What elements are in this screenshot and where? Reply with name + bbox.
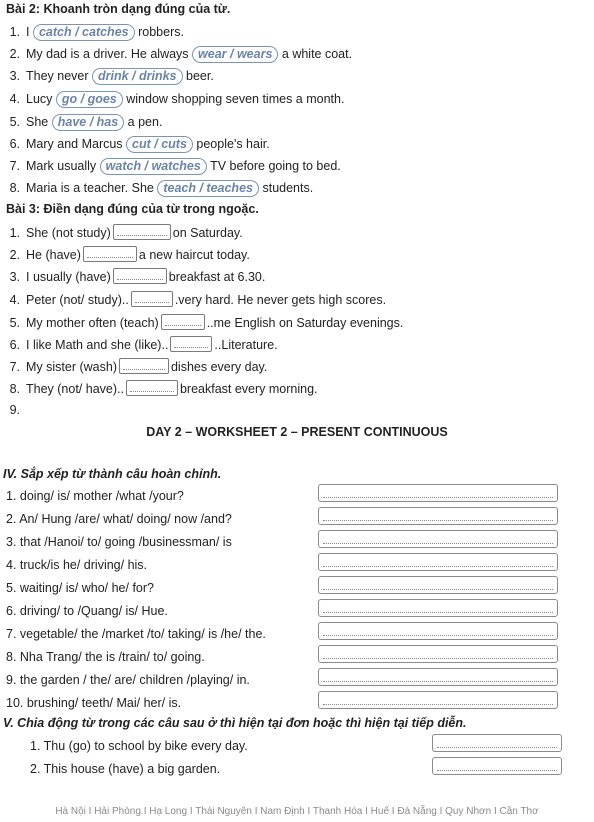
list-item: 1. doing/ is/ mother /what /your? [6,489,184,503]
exercise-4-title: IV. Sắp xếp từ thành câu hoàn chỉnh. [3,467,222,481]
answer-field[interactable] [318,691,558,709]
answer-field[interactable] [318,507,558,525]
circle-choice[interactable]: have / has [52,114,124,131]
list-item: 5. My mother often (teach) ..me English on Saturday evenings. [9,316,404,330]
list-item: 1. I catch / catches robbers. [9,25,184,39]
answer-field[interactable] [318,599,558,617]
answer-field[interactable] [318,576,558,594]
list-item: 4. truck/is he/ driving/ his. [6,558,148,572]
list-item: 10. brushing/ teeth/ Mai/ her/ is. [6,696,182,710]
answer-box[interactable] [83,246,137,262]
answer-box[interactable] [170,336,212,352]
list-item: 2. He (have) a new haircut today. [9,248,250,262]
circle-choice[interactable]: watch / watches [100,158,207,175]
list-item: 8. They (not/ have).. breakfast every morning. [9,382,318,396]
list-item: 7. vegetable/ the /market /to/ taking/ is /he/ the. [6,627,266,641]
worksheet-title: DAY 2 – WORKSHEET 2 – PRESENT CONTINUOUS [146,425,448,439]
list-item: 4. Peter (not/ study).. .very hard. He never gets high scores. [9,293,387,307]
answer-field[interactable] [318,622,558,640]
answer-field[interactable] [432,757,562,775]
list-item: 5. She have / has a pen. [9,115,163,129]
circle-choice[interactable]: cut / cuts [126,136,193,153]
exercise-5-title: V. Chia động từ trong các câu sau ở thì hiện tại đơn hoặc thì hiện tại tiếp diễn. [3,716,467,730]
exercise-3-title: Bài 3: Điền dạng đúng của từ trong ngoặc. [6,202,259,216]
list-item: 1. Thu (go) to school by bike every day. [30,739,248,753]
circle-choice[interactable]: wear / wears [192,46,278,63]
list-item: 9. [9,403,20,417]
list-item: 2. This house (have) a big garden. [30,762,221,776]
answer-box[interactable] [113,268,167,284]
list-item: 4. Lucy go / goes window shopping seven times a month. [9,92,345,106]
exercise-2-title: Bài 2: Khoanh tròn dạng đúng của từ. [6,2,231,16]
circle-choice[interactable]: go / goes [56,91,123,108]
answer-box[interactable] [161,314,205,330]
answer-field[interactable] [318,645,558,663]
list-item: 9. the garden / the/ are/ children /playing/ in. [6,673,250,687]
list-item: 3. that /Hanoi/ to/ going /businessman/ is [6,535,232,549]
list-item: 2. My dad is a driver. He always wear / wears a white coat. [9,47,353,61]
answer-field[interactable] [318,668,558,686]
list-item: 1. She (not study) on Saturday. [9,226,243,240]
list-item: 6. Mary and Marcus cut / cuts people's hair. [9,137,270,151]
list-item: 5. waiting/ is/ who/ he/ for? [6,581,154,595]
list-item: 7. Mark usually watch / watches TV before going to bed. [9,159,341,173]
answer-box[interactable] [113,224,171,240]
answer-box[interactable] [119,358,169,374]
answer-field[interactable] [318,530,558,548]
circle-choice[interactable]: catch / catches [33,24,135,41]
list-item: 2. An/ Hung /are/ what/ doing/ now /and? [6,512,232,526]
answer-field[interactable] [318,484,558,502]
list-item: 8. Nha Trang/ the is /train/ to/ going. [6,650,205,664]
list-item: 8. Maria is a teacher. She teach / teaches students. [9,181,314,195]
list-item: 3. I usually (have) breakfast at 6.30. [9,270,266,284]
answer-box[interactable] [126,380,178,396]
list-item: 6. I like Math and she (like).. ..Literature. [9,338,278,352]
answer-field[interactable] [432,734,562,752]
circle-choice[interactable]: teach / teaches [157,180,259,197]
list-item: 6. driving/ to /Quang/ is/ Hue. [6,604,168,618]
circle-choice[interactable]: drink / drinks [92,68,183,85]
list-item: 7. My sister (wash) dishes every day. [9,360,268,374]
list-item: 3. They never drink / drinks beer. [9,69,214,83]
footer-cities: Hà Nội I Hải Phòng I Hạ Long I Thái Nguyên I Nam Định I Thanh Hóa I Huế I Đà Nẵng I Quy Nhơn I Cần Thơ [55,806,539,817]
answer-field[interactable] [318,553,558,571]
answer-box[interactable] [131,291,173,307]
